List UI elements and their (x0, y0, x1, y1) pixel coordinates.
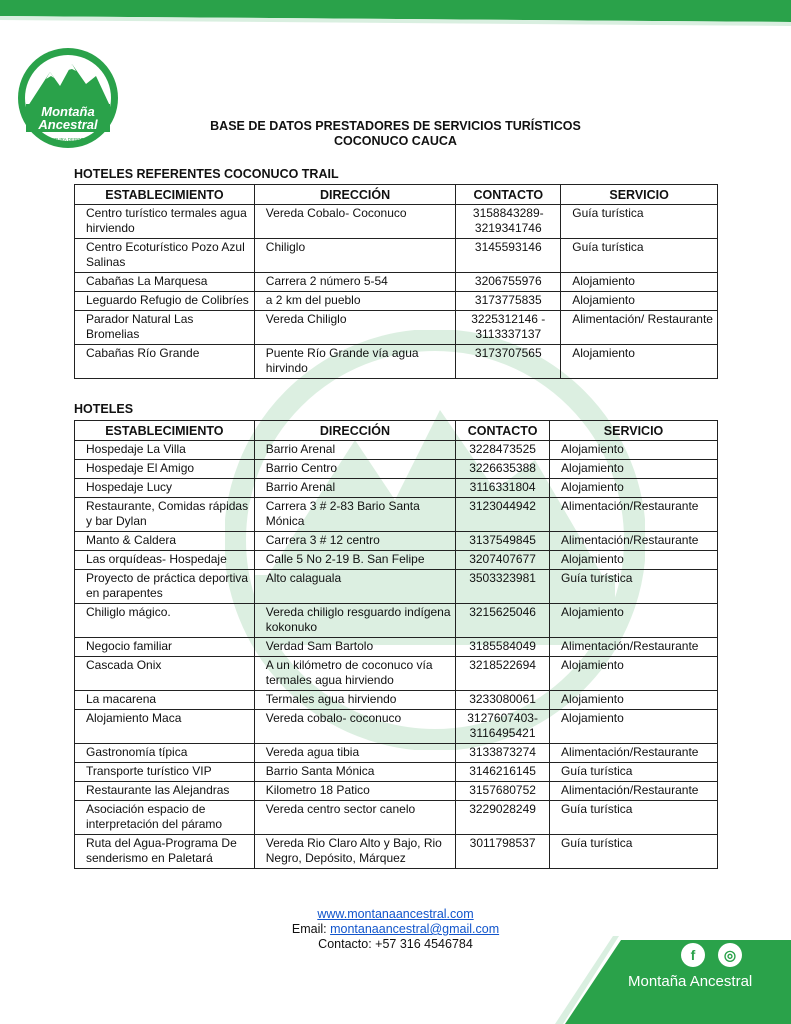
table-row (75, 532, 718, 551)
top-green-bar (0, 0, 791, 36)
table-header-row (75, 421, 718, 441)
table-row (75, 691, 718, 710)
establishment-cell: Restaurante las Alejandras (75, 782, 255, 801)
instagram-icon[interactable]: ◎ (718, 943, 742, 967)
address-cell: Vereda agua tibia (254, 744, 455, 763)
establishment-cell: Gastronomía típica (75, 744, 255, 763)
establishment-cell: Proyecto de práctica deportiva en parapentes (75, 570, 255, 604)
service-cell: Guía turística (550, 835, 718, 869)
table-row (75, 801, 718, 835)
service-cell: Alojamiento (550, 441, 718, 460)
header-direccion: DIRECCIÓN (254, 185, 456, 205)
establishment-cell: La macarena (75, 691, 255, 710)
establishment-cell: Chiliglo mágico. (75, 604, 255, 638)
table-row (75, 498, 718, 532)
address-cell: Barrio Arenal (254, 479, 455, 498)
contact-cell: 3158843289-3219341746 (456, 205, 561, 239)
contact-cell: 3228473525 (456, 441, 550, 460)
table-row (75, 782, 718, 801)
table-row (75, 710, 718, 744)
table-row (75, 744, 718, 763)
contact-phone: Contacto: +57 316 4546784 (318, 937, 473, 951)
facebook-icon[interactable]: f (681, 943, 705, 967)
table-row (75, 273, 718, 292)
table-row (75, 570, 718, 604)
contact-cell: 3215625046 (456, 604, 550, 638)
contact-cell: 3207407677 (456, 551, 550, 570)
table-row (75, 551, 718, 570)
email-link[interactable]: montanaancestral@gmail.com (330, 922, 500, 936)
establishment-cell: Restaurante, Comidas rápidas y bar Dylan (75, 498, 255, 532)
address-cell: Verdad Sam Bartolo (254, 638, 455, 657)
table-row (75, 604, 718, 638)
address-cell: Calle 5 No 2-19 B. San Felipe (254, 551, 455, 570)
section2-title: HOTELES (74, 402, 134, 416)
address-cell: Barrio Santa Mónica (254, 763, 455, 782)
establishment-cell: Las orquídeas- Hospedaje (75, 551, 255, 570)
header-establecimiento: ESTABLECIMIENTO (75, 185, 255, 205)
establishment-cell: Cascada Onix (75, 657, 255, 691)
address-cell: Vereda Chiliglo (254, 311, 456, 345)
service-cell: Guía turística (561, 239, 718, 273)
brand-name: Montaña Ancestral (628, 973, 753, 990)
address-cell: Kilometro 18 Patico (254, 782, 455, 801)
address-cell: Chiliglo (254, 239, 456, 273)
table-row (75, 292, 718, 311)
address-cell: Carrera 2 número 5-54 (254, 273, 456, 292)
service-cell: Alojamiento (550, 604, 718, 638)
service-cell: Alimentación/Restaurante (550, 638, 718, 657)
table-row (75, 345, 718, 379)
referent-hotels-table (74, 184, 718, 379)
address-cell: Vereda chiliglo resguardo indígena kokonuko (254, 604, 455, 638)
address-cell: A un kilómetro de coconuco vía termales agua hirviendo (254, 657, 455, 691)
document-title-line2: COCONUCO CAUCA (334, 134, 457, 148)
address-cell: Barrio Arenal (254, 441, 455, 460)
table-row (75, 479, 718, 498)
contact-cell: 3503323981 (456, 570, 550, 604)
service-cell: Alojamiento (550, 460, 718, 479)
service-cell: Alojamiento (550, 551, 718, 570)
address-cell: Vereda Cobalo- Coconuco (254, 205, 456, 239)
contact-cell: 3011798537 (456, 835, 550, 869)
service-cell: Alojamiento (561, 292, 718, 311)
table-row (75, 638, 718, 657)
contact-cell: 3173707565 (456, 345, 561, 379)
service-cell: Alojamiento (550, 691, 718, 710)
establishment-cell: Leguardo Refugio de Colibríes (75, 292, 255, 311)
service-cell: Alojamiento (550, 657, 718, 691)
contact-cell: 3185584049 (456, 638, 550, 657)
establishment-cell: Centro turístico termales agua hirviendo (75, 205, 255, 239)
table-row (75, 311, 718, 345)
service-cell: Guía turística (550, 801, 718, 835)
address-cell: Barrio Centro (254, 460, 455, 479)
table-row (75, 657, 718, 691)
table-row (75, 205, 718, 239)
table-header-row (75, 185, 718, 205)
service-cell: Alimentación/Restaurante (550, 532, 718, 551)
address-cell: Carrera 3 # 12 centro (254, 532, 455, 551)
address-cell: Vereda cobalo- coconuco (254, 710, 455, 744)
service-cell: Alimentación/Restaurante (550, 782, 718, 801)
establishment-cell: Alojamiento Maca (75, 710, 255, 744)
table-row (75, 239, 718, 273)
table-row (75, 835, 718, 869)
contact-cell: 3127607403-3116495421 (456, 710, 550, 744)
establishment-cell: Ruta del Agua-Programa De senderismo en Paletará (75, 835, 255, 869)
contact-cell: 3206755976 (456, 273, 561, 292)
document-title-line1: BASE DE DATOS PRESTADORES DE SERVICIOS TURÍSTICOS (210, 119, 581, 133)
address-cell: Carrera 3 # 2-83 Bario Santa Mónica (254, 498, 455, 532)
service-cell: Alojamiento (550, 479, 718, 498)
contact-cell: 3225312146 - 3113337137 (456, 311, 561, 345)
table-row (75, 763, 718, 782)
service-cell: Alimentación/ Restaurante (561, 311, 718, 345)
establishment-cell: Hospedaje La Villa (75, 441, 255, 460)
establishment-cell: Parador Natural Las Bromelias (75, 311, 255, 345)
service-cell: Alimentación/Restaurante (550, 498, 718, 532)
section1-title: HOTELES REFERENTES COCONUCO TRAIL (74, 167, 339, 181)
logo-line2: Ancestral (38, 117, 98, 132)
service-cell: Alojamiento (550, 710, 718, 744)
contact-cell: 3145593146 (456, 239, 561, 273)
service-cell: Guía turística (550, 570, 718, 604)
header-establecimiento: ESTABLECIMIENTO (75, 421, 255, 441)
header-servicio: SERVICIO (561, 185, 718, 205)
contact-cell: 3137549845 (456, 532, 550, 551)
service-cell: Alojamiento (561, 345, 718, 379)
logo-line1: Montaña (41, 104, 95, 119)
address-cell: Puente Río Grande vía agua hirvindo (254, 345, 456, 379)
header-direccion: DIRECCIÓN (254, 421, 455, 441)
email-label: Email: (291, 922, 331, 936)
establishment-cell: Cabañas La Marquesa (75, 273, 255, 292)
service-cell: Guía turística (550, 763, 718, 782)
table-row (75, 441, 718, 460)
address-cell: a 2 km del pueblo (254, 292, 456, 311)
address-cell: Vereda centro sector canelo (254, 801, 455, 835)
contact-cell: 3116331804 (456, 479, 550, 498)
establishment-cell: Centro Ecoturístico Pozo Azul Salinas (75, 239, 255, 273)
header-contacto: CONTACTO (456, 421, 550, 441)
contact-cell: 3233080061 (456, 691, 550, 710)
header-servicio: SERVICIO (550, 421, 718, 441)
address-cell: Vereda Rio Claro Alto y Bajo, Rio Negro, Depósito, Márquez (254, 835, 455, 869)
establishment-cell: Hospedaje Lucy (75, 479, 255, 498)
contact-cell: 3146216145 (456, 763, 550, 782)
service-cell: Guía turística (561, 205, 718, 239)
address-cell: Alto calaguala (254, 570, 455, 604)
contact-cell: 3226635388 (456, 460, 550, 479)
contact-cell: 3123044942 (456, 498, 550, 532)
service-cell: Alimentación/Restaurante (550, 744, 718, 763)
establishment-cell: Hospedaje El Amigo (75, 460, 255, 479)
establishment-cell: Cabañas Río Grande (75, 345, 255, 379)
contact-cell: 3229028249 (456, 801, 550, 835)
service-cell: Alojamiento (561, 273, 718, 292)
address-cell: Termales agua hirviendo (254, 691, 455, 710)
contact-cell: 3157680752 (456, 782, 550, 801)
establishment-cell: Negocio familiar (75, 638, 255, 657)
website-link[interactable]: www.montanaancestral.com (317, 907, 474, 921)
header-contacto: CONTACTO (456, 185, 561, 205)
establishment-cell: Transporte turístico VIP (75, 763, 255, 782)
logo-tagline: AVENTURA DEPORTIVA (42, 137, 94, 142)
contact-cell: 3173775835 (456, 292, 561, 311)
table-row (75, 460, 718, 479)
hotels-table (74, 420, 718, 869)
establishment-cell: Manto & Caldera (75, 532, 255, 551)
establishment-cell: Asociación espacio de interpretación del páramo (75, 801, 255, 835)
contact-cell: 3218522694 (456, 657, 550, 691)
contact-cell: 3133873274 (456, 744, 550, 763)
